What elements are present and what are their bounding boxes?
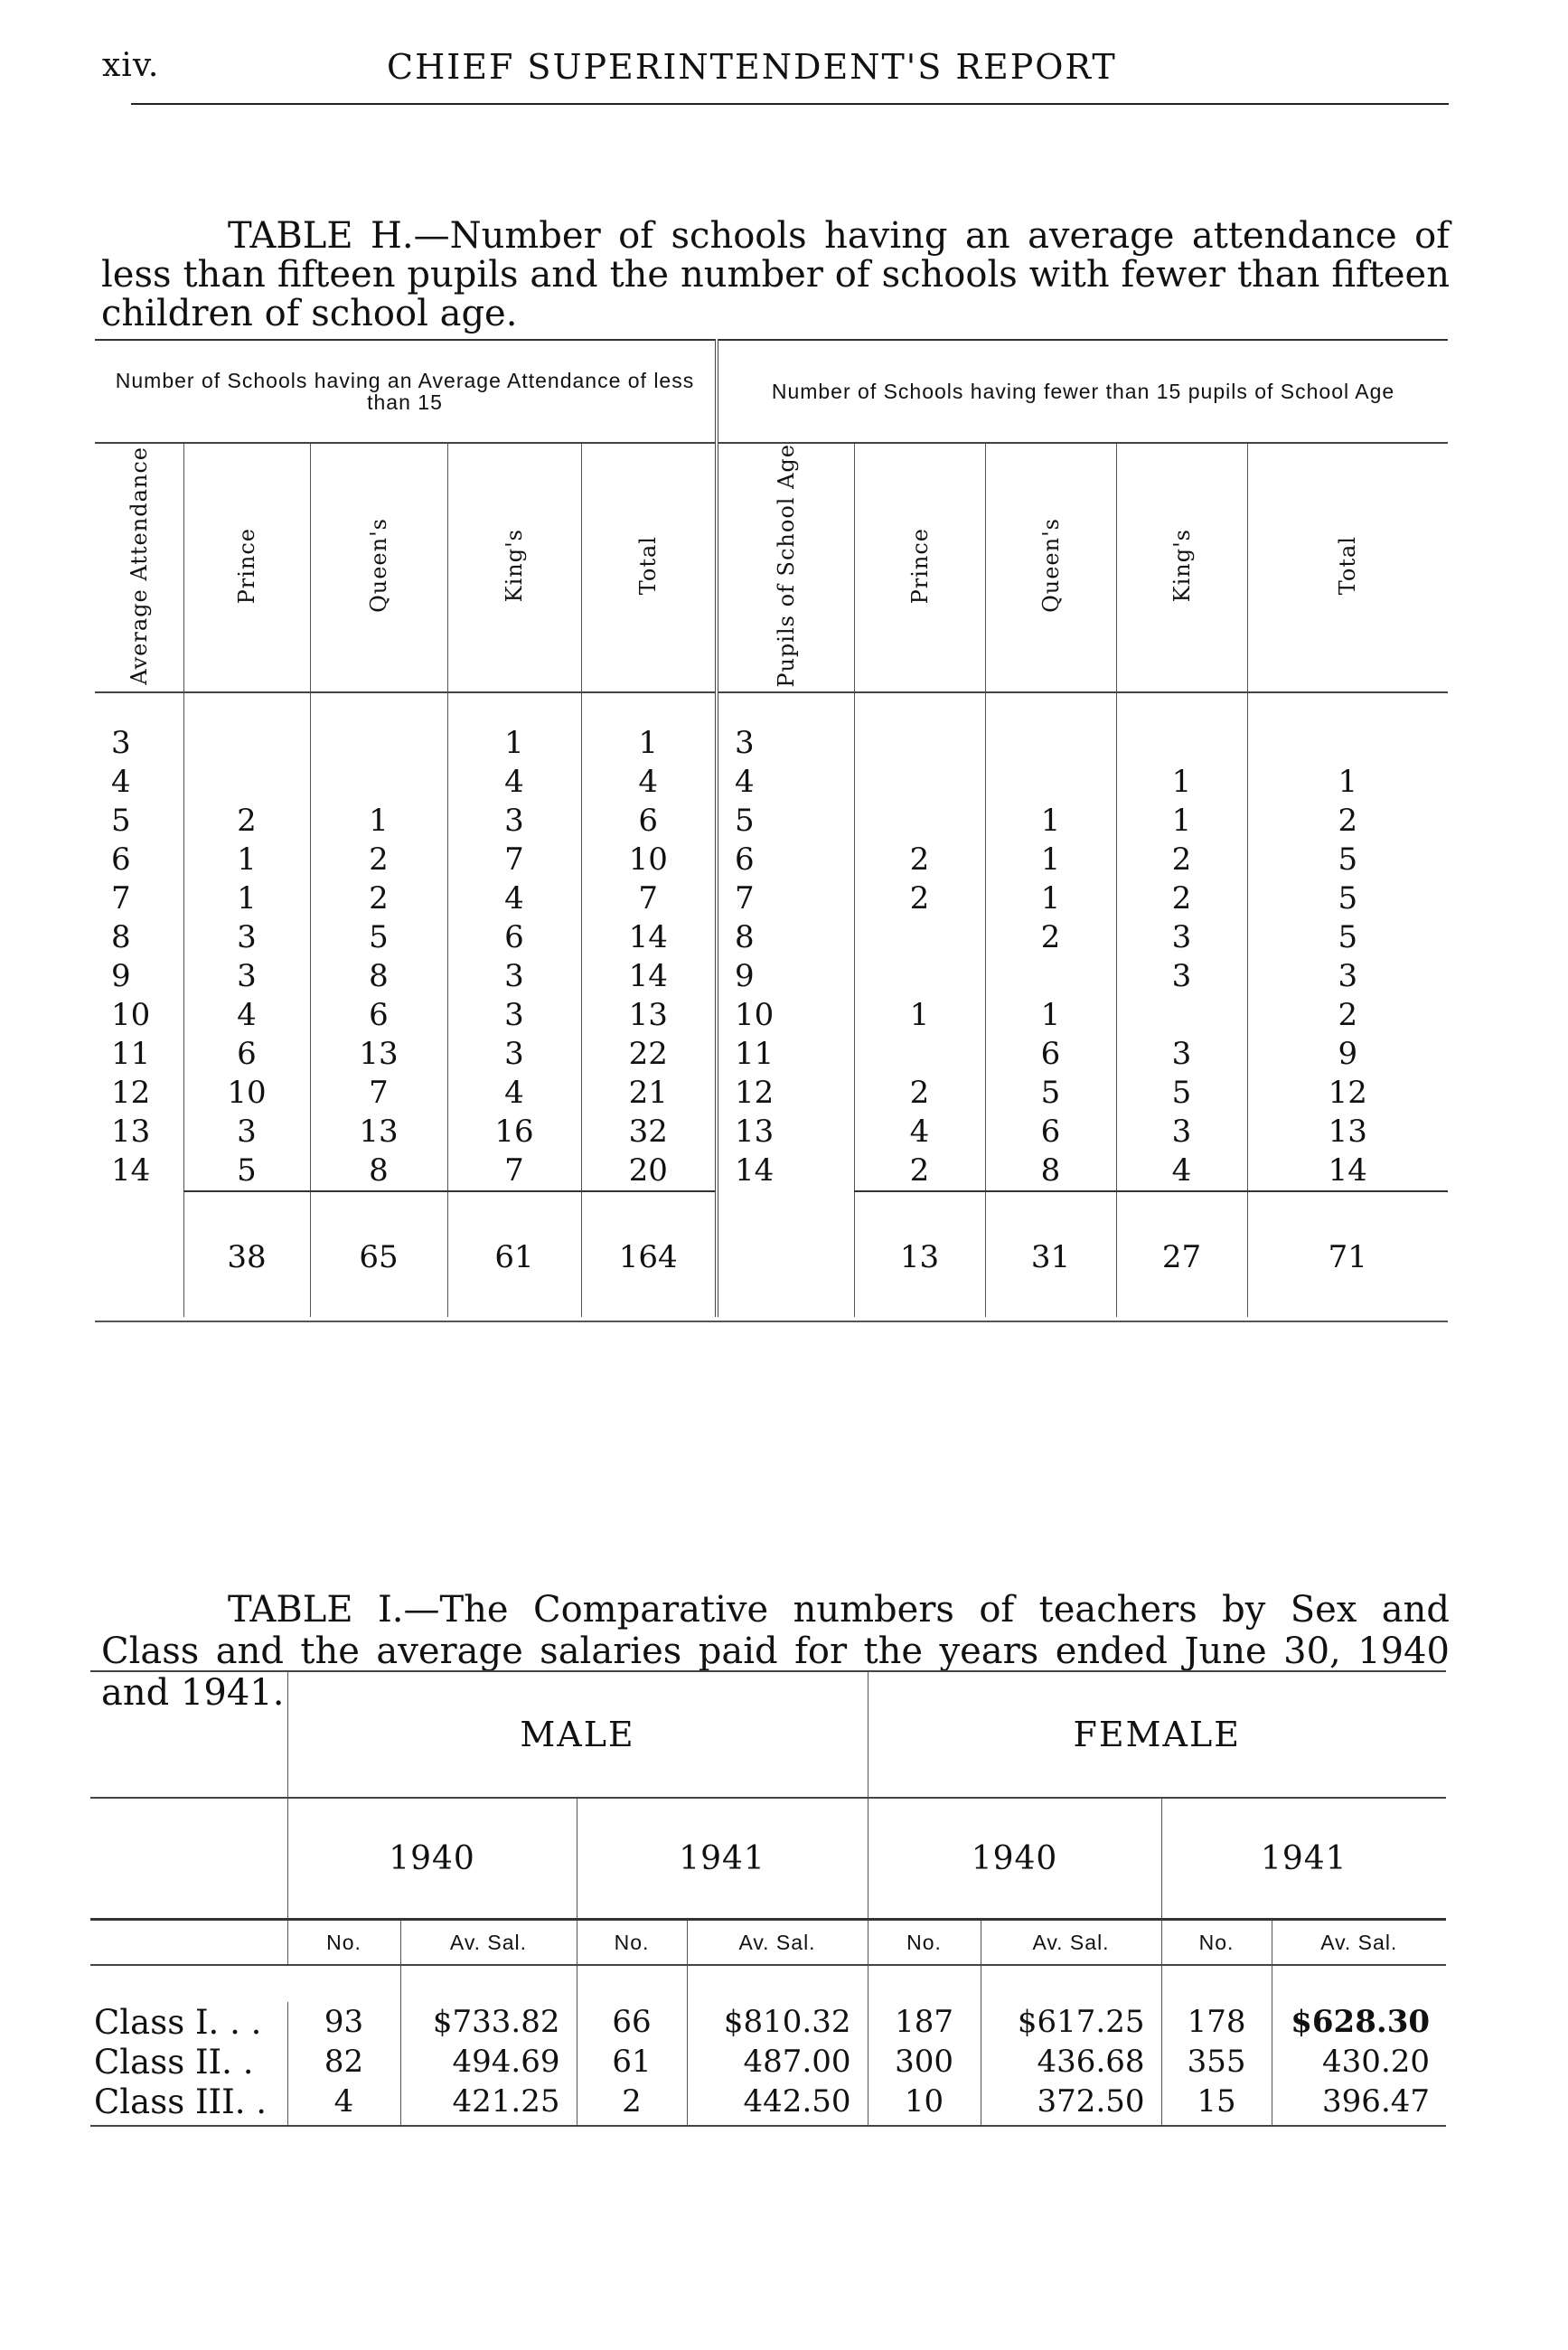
- kings-value: 4: [447, 1074, 581, 1113]
- kings-value: 7: [447, 1152, 581, 1191]
- female-1941-salary: 396.47: [1272, 2082, 1446, 2126]
- table-row: [95, 1035, 1448, 1074]
- table-cell: [981, 1965, 1161, 2002]
- subhead-av-sal: Av. Sal.: [981, 1920, 1161, 1966]
- attendance-value: 12: [95, 1074, 183, 1113]
- table-i-caption: TABLE I.—The Comparative numbers of teachers by Sex and Class and the average salaries paid for the years ended June 30, 1940 and 1941.: [101, 1589, 1450, 1714]
- table-row: [95, 1152, 1448, 1191]
- prince-value: [183, 763, 310, 802]
- male-1940-no: 4: [287, 2082, 400, 2126]
- queens-2-value: 1: [985, 841, 1116, 879]
- col-head-pupils-of-school-age: Pupils of School Age: [717, 443, 854, 692]
- kings-2-value: 1: [1116, 802, 1247, 841]
- table-row: [95, 1074, 1448, 1113]
- queens-value: [310, 763, 447, 802]
- group-head-school-age: Number of Schools having fewer than 15 pupils of School Age: [717, 340, 1448, 443]
- total-value: 10: [581, 841, 717, 879]
- row-label: Class II. .: [90, 2042, 287, 2082]
- table-row: [90, 2042, 1446, 2082]
- head-male-1940: 1940: [287, 1798, 577, 1920]
- col-head-queens-2: Queen's: [985, 443, 1116, 692]
- head-male-1941: 1941: [577, 1798, 868, 1920]
- queens-value: 2: [310, 879, 447, 918]
- total-2-value: 5: [1338, 841, 1358, 878]
- kings-value: 3: [447, 957, 581, 996]
- kings-value: 3: [447, 1035, 581, 1074]
- kings-value: 7: [447, 841, 581, 879]
- female-1940-salary: $617.25: [981, 2002, 1161, 2042]
- row-label: Class III. .: [90, 2082, 287, 2126]
- prince-2-value: [854, 957, 985, 996]
- total-2-value: 12: [1328, 1074, 1367, 1111]
- school-age-value: 4: [717, 763, 854, 802]
- prince-value: 6: [183, 1035, 310, 1074]
- total-2-value: 2: [1338, 802, 1358, 839]
- total-prince: 38: [183, 1191, 310, 1317]
- school-age-value: 10: [717, 996, 854, 1035]
- kings-2-value: 4: [1116, 1152, 1247, 1191]
- kings-2-value: 2: [1116, 879, 1247, 918]
- prince-2-value: 2: [854, 879, 985, 918]
- total-2-value: 5: [1338, 918, 1358, 955]
- male-1941-salary: 442.50: [687, 2082, 868, 2126]
- table-i: [90, 1670, 1446, 2127]
- table-row: [95, 957, 1448, 996]
- kings-value: 1: [447, 692, 581, 763]
- running-head: [102, 47, 1449, 92]
- table-row: [95, 879, 1448, 918]
- male-1940-salary: $733.82: [400, 2002, 577, 2042]
- table-cell: [90, 1965, 287, 2002]
- queens-2-value: 1: [985, 802, 1116, 841]
- attendance-value: 13: [95, 1113, 183, 1152]
- prince-value: 3: [183, 918, 310, 957]
- table-row: [90, 2002, 1446, 2042]
- school-age-value: 3: [717, 692, 854, 763]
- male-1941-no: 2: [577, 2082, 687, 2126]
- queens-value: 5: [310, 918, 447, 957]
- female-1940-no: 187: [868, 2002, 981, 2042]
- total-2-value: [1247, 692, 1448, 763]
- kings-2-value: 2: [1116, 841, 1247, 879]
- total-value: 4: [581, 763, 717, 802]
- prince-2-value: 2: [854, 841, 985, 879]
- total-value: 13: [581, 996, 717, 1035]
- kings-value: 3: [447, 802, 581, 841]
- queens-value: 8: [310, 957, 447, 996]
- male-1940-no: 82: [287, 2042, 400, 2082]
- table-row: [95, 802, 1448, 841]
- col-head-average-attendance: Average Attendance: [95, 443, 183, 692]
- table-cell: [90, 1798, 287, 1920]
- running-title: CHIEF SUPERINTENDENT'S REPORT: [387, 47, 1117, 87]
- subhead-no: No.: [577, 1920, 687, 1966]
- queens-2-value: [985, 692, 1116, 763]
- school-age-value: 9: [717, 957, 854, 996]
- table-h-totals-row: [95, 1191, 1448, 1317]
- attendance-value: 6: [95, 841, 183, 879]
- head-male: MALE: [287, 1671, 868, 1798]
- total-queens-2: 31: [985, 1191, 1116, 1317]
- total-value: 14: [581, 957, 717, 996]
- total-2-value: 5: [1338, 879, 1358, 916]
- kings-2-value: [1116, 996, 1247, 1035]
- attendance-value: 7: [95, 879, 183, 918]
- queens-2-value: [985, 957, 1116, 996]
- col-head-prince: Prince: [183, 443, 310, 692]
- prince-2-value: [854, 1035, 985, 1074]
- total-value: 20: [581, 1152, 717, 1191]
- col-head-prince-2: Prince: [854, 443, 985, 692]
- queens-value: 2: [310, 841, 447, 879]
- attendance-value: 8: [95, 918, 183, 957]
- table-cell: [1161, 1965, 1272, 2002]
- male-1941-no: 66: [577, 2002, 687, 2042]
- total-2-value: 1: [1338, 763, 1358, 800]
- male-1941-no: 61: [577, 2042, 687, 2082]
- table-h-caption: TABLE H.—Number of schools having an average attendance of less than fifteen pupils and the number of schools with fewer than fifteen children of school age.: [101, 215, 1450, 334]
- female-1940-salary: 372.50: [981, 2082, 1161, 2126]
- total-2-value: 9: [1338, 1035, 1358, 1072]
- queens-2-value: 5: [985, 1074, 1116, 1113]
- kings-2-value: 3: [1116, 918, 1247, 957]
- attendance-value: 11: [95, 1035, 183, 1074]
- prince-2-value: [854, 918, 985, 957]
- table-cell: [400, 1965, 577, 2002]
- school-age-value: 13: [717, 1113, 854, 1152]
- kings-2-value: 3: [1116, 1113, 1247, 1152]
- total-kings-2: 27: [1116, 1191, 1247, 1317]
- queens-2-value: 6: [985, 1113, 1116, 1152]
- total-value: 14: [581, 918, 717, 957]
- prince-2-value: 2: [854, 1074, 985, 1113]
- prince-value: 1: [183, 841, 310, 879]
- school-age-value: 11: [717, 1035, 854, 1074]
- col-head-total-2: Total: [1247, 443, 1448, 692]
- kings-value: 3: [447, 996, 581, 1035]
- table-row: [90, 2082, 1446, 2126]
- table-row: [95, 1113, 1448, 1152]
- queens-value: 13: [310, 1113, 447, 1152]
- prince-value: 2: [183, 802, 310, 841]
- prince-2-value: [854, 802, 985, 841]
- header-rule: [131, 103, 1449, 105]
- kings-value: 4: [447, 763, 581, 802]
- queens-2-value: 1: [985, 879, 1116, 918]
- school-age-value: 14: [717, 1152, 854, 1191]
- prince-value: [183, 692, 310, 763]
- subhead-no: No.: [287, 1920, 400, 1966]
- kings-2-value: 1: [1116, 763, 1247, 802]
- queens-value: 1: [310, 802, 447, 841]
- queens-value: 13: [310, 1035, 447, 1074]
- total-queens: 65: [310, 1191, 447, 1317]
- prince-2-value: 2: [854, 1152, 985, 1191]
- subhead-no: No.: [1161, 1920, 1272, 1966]
- row-label: Class I. . .: [90, 2002, 287, 2042]
- table-cell: [577, 1965, 687, 2002]
- school-age-value: 5: [717, 802, 854, 841]
- attendance-value: 4: [95, 763, 183, 802]
- total-2-value: 2: [1338, 996, 1358, 1033]
- queens-2-value: [985, 763, 1116, 802]
- head-female: FEMALE: [868, 1671, 1446, 1798]
- male-1940-no: 93: [287, 2002, 400, 2042]
- col-head-kings: King's: [447, 443, 581, 692]
- table-cell: [687, 1965, 868, 2002]
- attendance-value: 5: [95, 802, 183, 841]
- female-1940-no: 10: [868, 2082, 981, 2126]
- prince-value: 5: [183, 1152, 310, 1191]
- subhead-av-sal: Av. Sal.: [1272, 1920, 1446, 1966]
- male-1940-salary: 421.25: [400, 2082, 577, 2126]
- subhead-av-sal: Av. Sal.: [687, 1920, 868, 1966]
- total-2-value: 3: [1338, 957, 1358, 994]
- kings-2-value: [1116, 692, 1247, 763]
- table-row: [95, 763, 1448, 802]
- male-1940-salary: 494.69: [400, 2042, 577, 2082]
- female-1941-no: 355: [1161, 2042, 1272, 2082]
- table-row: [95, 692, 1448, 763]
- queens-2-value: 1: [985, 996, 1116, 1035]
- queens-2-value: 2: [985, 918, 1116, 957]
- female-1941-salary: $628.30: [1291, 2004, 1431, 2040]
- total-value: 1: [581, 692, 717, 763]
- queens-value: 6: [310, 996, 447, 1035]
- prince-value: 3: [183, 1113, 310, 1152]
- table-row: [95, 841, 1448, 879]
- female-1940-salary: 436.68: [981, 2042, 1161, 2082]
- total-prince-2: 13: [854, 1191, 985, 1317]
- male-1941-salary: $810.32: [687, 2002, 868, 2042]
- table-row: [95, 918, 1448, 957]
- prince-value: 1: [183, 879, 310, 918]
- prince-2-value: [854, 763, 985, 802]
- attendance-value: 10: [95, 996, 183, 1035]
- subhead-av-sal: Av. Sal.: [400, 1920, 577, 1966]
- total-2-value: 13: [1328, 1113, 1367, 1150]
- queens-2-value: 6: [985, 1035, 1116, 1074]
- page-number: xiv.: [102, 47, 160, 84]
- school-age-value: 8: [717, 918, 854, 957]
- total-value: 32: [581, 1113, 717, 1152]
- attendance-value: 3: [95, 692, 183, 763]
- school-age-value: 12: [717, 1074, 854, 1113]
- total-kings: 61: [447, 1191, 581, 1317]
- queens-value: 7: [310, 1074, 447, 1113]
- attendance-value: 14: [95, 1152, 183, 1191]
- total-2-value: 14: [1328, 1152, 1367, 1189]
- kings-2-value: 3: [1116, 1035, 1247, 1074]
- total-value: 6: [581, 802, 717, 841]
- school-age-value: 6: [717, 841, 854, 879]
- table-cell: [95, 1191, 183, 1317]
- subhead-no: No.: [868, 1920, 981, 1966]
- table-cell: [90, 1920, 287, 1966]
- table-cell: [717, 1191, 854, 1317]
- prince-2-value: 1: [854, 996, 985, 1035]
- kings-value: 16: [447, 1113, 581, 1152]
- kings-value: 4: [447, 879, 581, 918]
- table-h: [95, 339, 1448, 1322]
- prince-value: 3: [183, 957, 310, 996]
- school-age-value: 7: [717, 879, 854, 918]
- prince-value: 10: [183, 1074, 310, 1113]
- attendance-value: 9: [95, 957, 183, 996]
- queens-value: [310, 692, 447, 763]
- total-value: 21: [581, 1074, 717, 1113]
- col-head-kings-2: King's: [1116, 443, 1247, 692]
- male-1941-salary: 487.00: [687, 2042, 868, 2082]
- kings-value: 6: [447, 918, 581, 957]
- total-value: 7: [581, 879, 717, 918]
- kings-2-value: 5: [1116, 1074, 1247, 1113]
- total-value: 22: [581, 1035, 717, 1074]
- female-1940-no: 300: [868, 2042, 981, 2082]
- queens-2-value: 8: [985, 1152, 1116, 1191]
- table-row: [95, 996, 1448, 1035]
- head-female-1940: 1940: [868, 1798, 1161, 1920]
- queens-value: 8: [310, 1152, 447, 1191]
- prince-2-value: [854, 692, 985, 763]
- table-cell: [1272, 1965, 1446, 2002]
- table-cell: [868, 1965, 981, 2002]
- group-head-attendance: Number of Schools having an Average Attendance of less than 15: [95, 340, 717, 443]
- total-total: 164: [581, 1191, 717, 1317]
- col-head-total: Total: [581, 443, 717, 692]
- table-cell: [287, 1965, 400, 2002]
- prince-2-value: 4: [854, 1113, 985, 1152]
- prince-value: 4: [183, 996, 310, 1035]
- female-1941-salary: 430.20: [1322, 2044, 1431, 2080]
- female-1941-no: 178: [1161, 2002, 1272, 2042]
- female-1941-no: 15: [1161, 2082, 1272, 2126]
- col-head-queens: Queen's: [310, 443, 447, 692]
- table-cell: [90, 1671, 287, 1798]
- table-h-bottom-rule: [95, 1317, 1448, 1321]
- head-female-1941: 1941: [1161, 1798, 1446, 1920]
- total-total-2: 71: [1247, 1191, 1448, 1317]
- kings-2-value: 3: [1116, 957, 1247, 996]
